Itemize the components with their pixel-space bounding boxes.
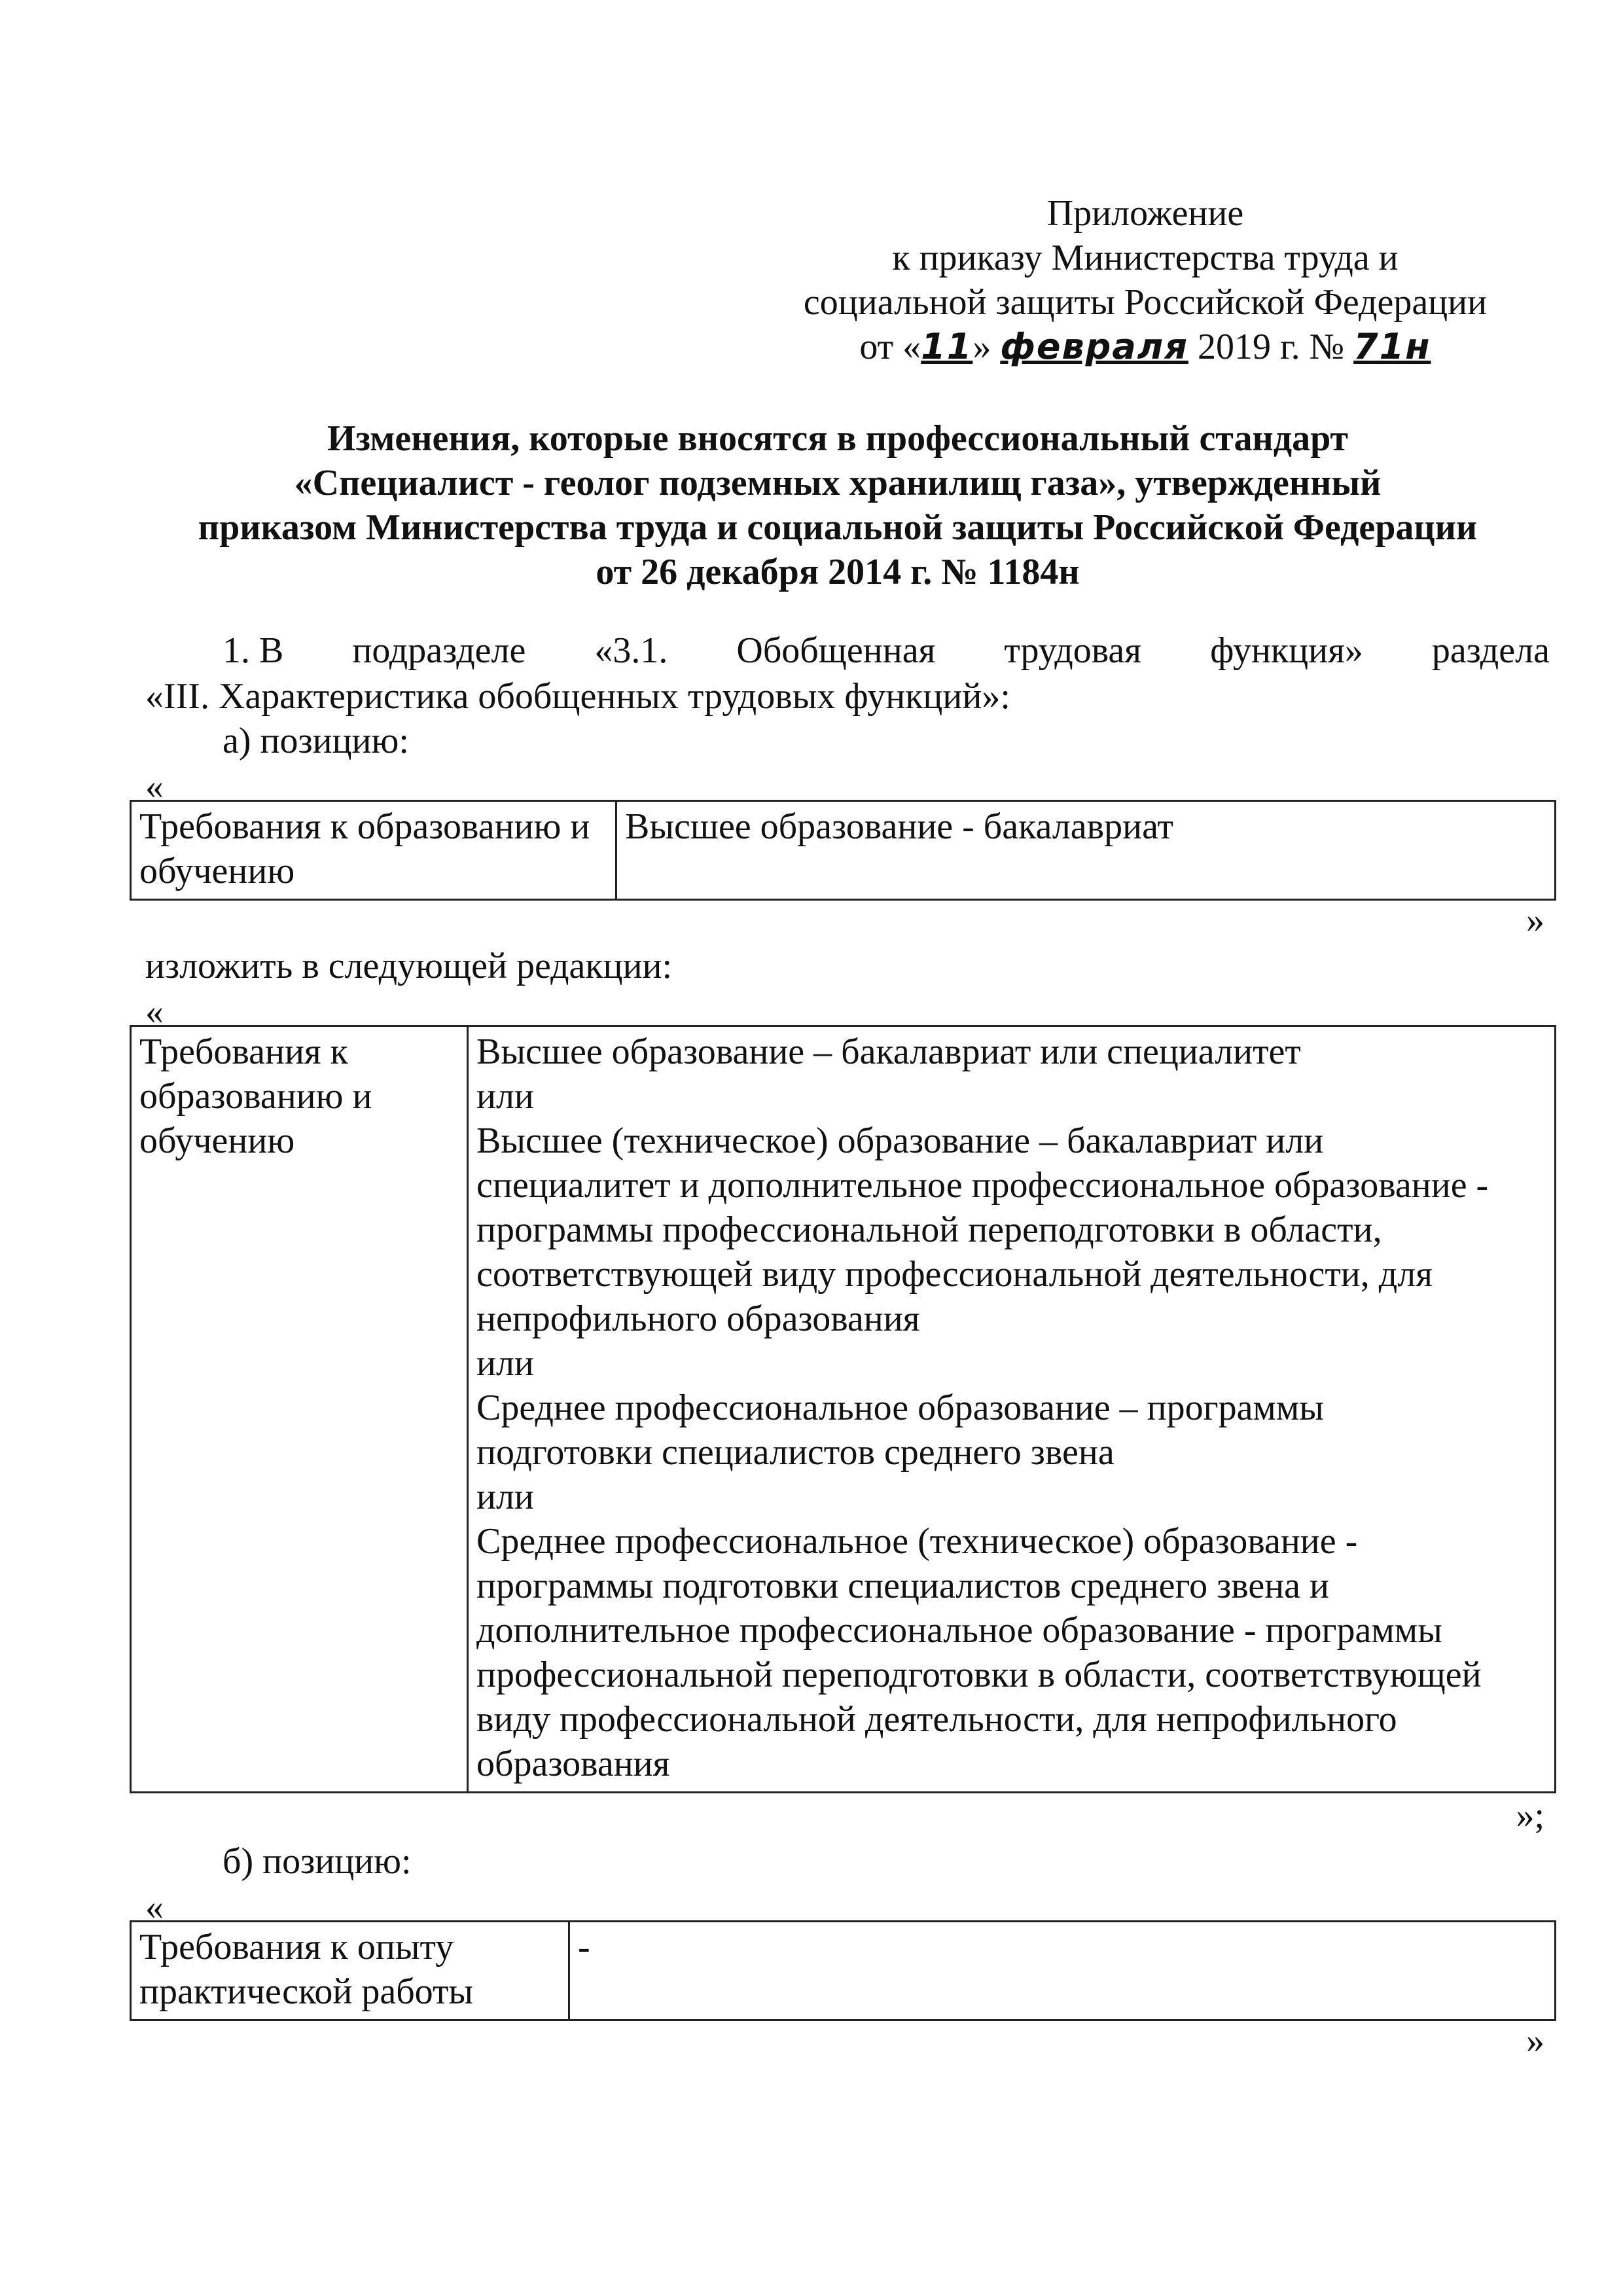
word: раздела: [1431, 630, 1550, 671]
close-quote-semicolon: »;: [1516, 1795, 1544, 1836]
table-value-cell: Высшее образование - бакалавриат: [616, 801, 1556, 900]
date-month-handwritten: февраля: [1000, 326, 1189, 367]
table-b-old: [130, 1920, 1556, 2021]
value-line: непрофильного образования: [476, 1299, 920, 1339]
close-quote: »: [1526, 900, 1544, 941]
date-day-handwritten: 11: [921, 326, 973, 367]
appendix-date-line: [720, 325, 1571, 369]
document-heading: [157, 416, 1518, 594]
table-value-cell: [468, 1026, 1556, 1793]
heading-line-3: приказом Министерства труда и социальной защиты Российской Федерации: [198, 507, 1478, 548]
word: «3.1.: [594, 630, 668, 671]
value-line: или: [476, 1343, 534, 1384]
value-line: Среднее профессиональное образование – программы: [476, 1388, 1324, 1428]
value-line: специалитет и дополнительное профессиональное образование -: [476, 1165, 1489, 1206]
appendix-title: Приложение: [1046, 193, 1244, 234]
value-line: или: [476, 1076, 534, 1117]
table-a-old: [130, 800, 1556, 901]
table-row: [131, 801, 1556, 900]
value-line: Среднее профессиональное (техническое) образование -: [476, 1521, 1358, 1562]
word: трудовая: [1004, 630, 1142, 671]
replace-instruction: изложить в следующей редакции:: [145, 946, 673, 986]
value-line: профессиональной переподготовки в области, соответствующей: [476, 1655, 1482, 1695]
value-line: или: [476, 1477, 534, 1517]
heading-line-1: Изменения, которые вносятся в профессиональный стандарт: [327, 418, 1348, 459]
date-year: 2019 г. №: [1188, 327, 1354, 367]
word: подразделе: [352, 630, 526, 671]
label-line: Требования к: [139, 1031, 348, 1072]
table-label-cell: [131, 1026, 468, 1793]
heading-line-4: от 26 декабря 2014 г. № 1184н: [596, 552, 1080, 592]
appendix-ministry: социальной защиты Российской Федерации: [803, 282, 1488, 323]
value-line: Высшее (техническое) образование – бакалавриат или: [476, 1121, 1324, 1161]
word: функция»: [1210, 630, 1363, 671]
value-line: подготовки специалистов среднего звена: [476, 1432, 1115, 1473]
value-line: виду профессиональной деятельности, для непрофильного: [476, 1699, 1397, 1740]
appendix-order-ref: к приказу Министерства труда и: [892, 238, 1399, 278]
item-a-label: а) позицию:: [223, 721, 409, 761]
item-b-label: б) позицию:: [223, 1841, 412, 1882]
word: 1. В: [223, 630, 284, 671]
value-line: Высшее образование – бакалавриат или специалитет: [476, 1031, 1301, 1072]
date-mid: »: [972, 327, 1001, 367]
date-prefix: от «: [859, 327, 921, 367]
section-1-first-line: [223, 628, 1550, 673]
word: Обобщенная: [736, 630, 936, 671]
appendix-header: [720, 191, 1571, 369]
value-line: дополнительное профессиональное образование - программы: [476, 1610, 1442, 1651]
order-number-handwritten: 71н: [1353, 326, 1431, 367]
label-line: практической работы: [139, 1971, 474, 2012]
table-row: [131, 1922, 1556, 2020]
open-quote: «: [145, 992, 164, 1032]
value-line: программы подготовки специалистов среднего звена и: [476, 1566, 1329, 1606]
value-line: программы профессиональной переподготовки в области,: [476, 1210, 1382, 1250]
label-line: образованию и: [139, 1076, 372, 1117]
open-quote: «: [145, 1887, 164, 1928]
table-value-cell: -: [569, 1922, 1556, 2020]
value-line: образования: [476, 1744, 670, 1784]
label-line: Требования к опыту: [139, 1927, 454, 1967]
label-line: обучению: [139, 1121, 295, 1161]
section-1-second-line: «III. Характеристика обобщенных трудовых функций»:: [145, 676, 1010, 717]
open-quote: «: [145, 766, 164, 807]
table-label-cell: Требования к образованию и обучению: [131, 801, 616, 900]
table-row: [131, 1026, 1556, 1793]
table-label-cell: [131, 1922, 569, 2020]
heading-line-2: «Специалист - геолог подземных хранилищ газа», утвержденный: [294, 463, 1382, 503]
table-a-new: [130, 1025, 1556, 1793]
value-line: соответствующей виду профессиональной деятельности, для: [476, 1254, 1433, 1295]
close-quote: »: [1526, 2020, 1544, 2061]
